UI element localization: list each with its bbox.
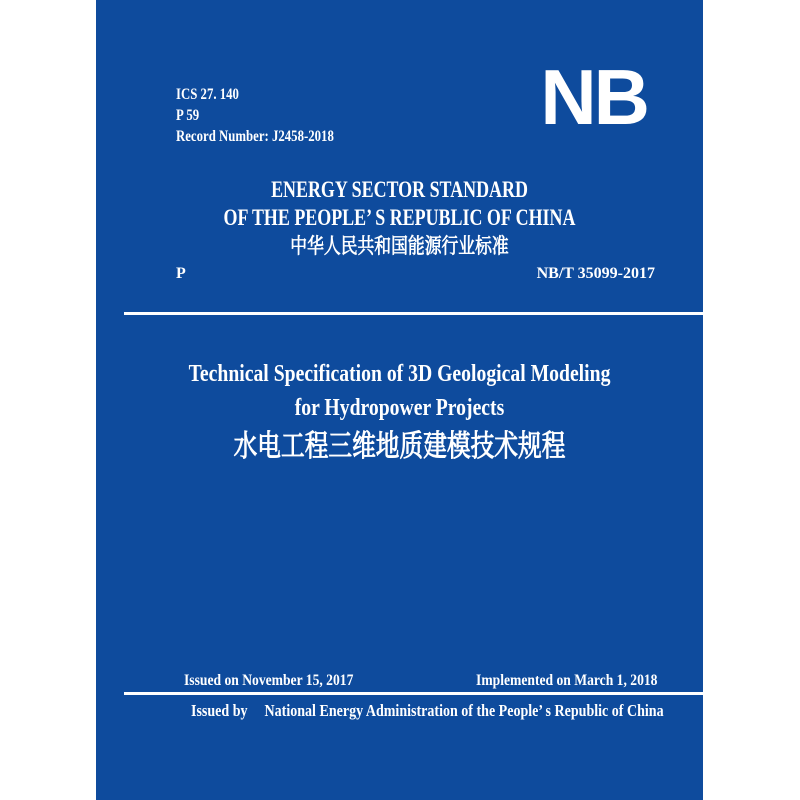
standard-heading-zh: 中华人民共和国能源行业标准 <box>290 234 509 258</box>
top-divider-rule <box>124 312 703 315</box>
issued-by-label: Issued by <box>191 701 248 720</box>
implemented-on-date: Implemented on March 1, 2018 <box>475 672 657 689</box>
issued-by-value: National Energy Administration of the People’ s Republic of China <box>264 701 664 720</box>
top-left-codes <box>176 84 334 147</box>
nb-logo: NB <box>540 53 647 141</box>
footer-dates-row <box>184 671 657 691</box>
standard-heading-en-line1: ENERGY SECTOR STANDARD <box>271 177 528 202</box>
standard-heading-en-line2: OF THE PEOPLE’ S REPUBLIC OF CHINA <box>223 205 576 230</box>
title-en-line1: Technical Specification of 3D Geological Modeling <box>188 361 611 387</box>
doc-class-code: P 59 <box>176 107 200 124</box>
title-en-line2: for Hydropower Projects <box>294 395 505 421</box>
record-number: Record Number: J2458-2018 <box>176 128 334 145</box>
standard-number: NB/T 35099-2017 <box>536 265 655 282</box>
ics-code: ICS 27. 140 <box>176 86 239 103</box>
class-letter: P <box>176 265 186 282</box>
classification-row <box>176 264 655 284</box>
standard-heading <box>96 176 703 260</box>
title-zh: 水电工程三维地质建模技术规程 <box>233 430 566 463</box>
bottom-divider-rule <box>124 692 703 695</box>
cover-page <box>96 0 703 800</box>
issued-on-date: Issued on November 15, 2017 <box>184 672 354 689</box>
footer-issuer-row <box>191 700 664 722</box>
document-title <box>96 357 703 469</box>
